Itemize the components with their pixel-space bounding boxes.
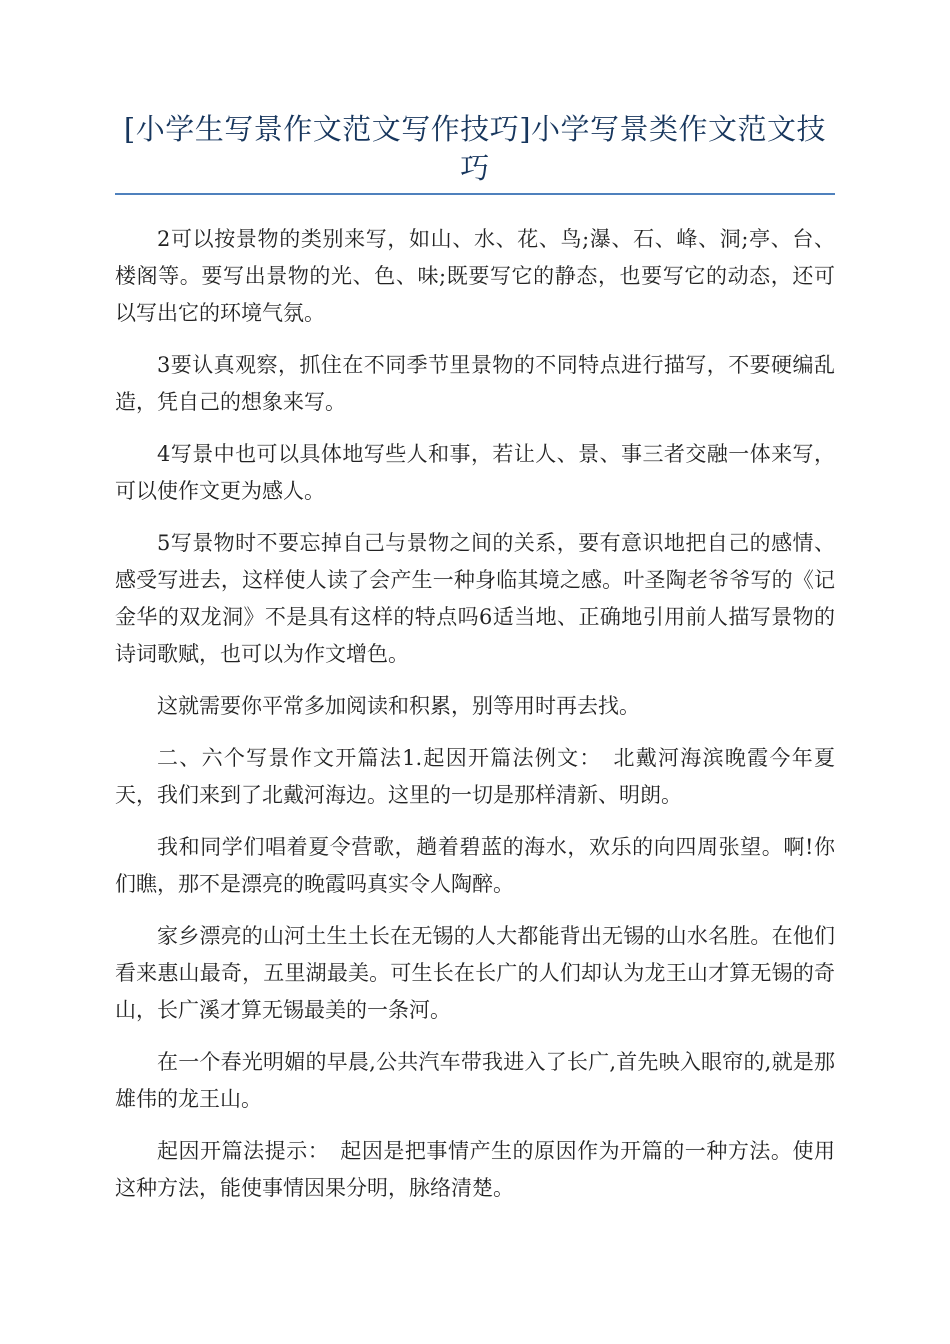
- paragraph: 家乡漂亮的山河土生土长在无锡的人大都能背出无锡的山水名胜。在他们看来惠山最奇，五里湖最美。可生长在长广的人们却认为龙王山才算无锡的奇山，长广溪才算无锡最美的一条河。: [115, 924, 835, 1022]
- document-title: [小学生写景作文范文写作技巧]小学写景类作文范文技巧: [123, 112, 827, 185]
- paragraph: 我和同学们唱着夏令营歌，趟着碧蓝的海水，欢乐的向四周张望。啊!你们瞧，那不是漂亮的晚霞吗真实令人陶醉。: [115, 835, 835, 896]
- title-underline: [115, 193, 835, 195]
- paragraph: 3要认真观察，抓住在不同季节里景物的不同特点进行描写，不要硬编乱造，凭自己的想象来写。: [115, 353, 835, 414]
- paragraph: 二、六个写景作文开篇法1.起因开篇法例文： 北戴河海滨晚霞今年夏天，我们来到了北戴河海边。这里的一切是那样清新、明朗。: [115, 746, 835, 807]
- paragraph: 4写景中也可以具体地写些人和事，若让人、景、事三者交融一体来写，可以使作文更为感人。: [115, 442, 835, 503]
- document-body: [115, 221, 835, 1207]
- paragraph: 5写景物时不要忘掉自己与景物之间的关系，要有意识地把自己的感情、感受写进去，这样使人读了会产生一种身临其境之感。叶圣陶老爷爷写的《记金华的双龙洞》不是具有这样的特点吗6适当地、正确地引用前人描写景物的诗词歌赋，也可以为作文增色。: [115, 531, 835, 666]
- paragraph: 这就需要你平常多加阅读和积累，别等用时再去找。: [157, 694, 640, 718]
- paragraph: 2可以按景物的类别来写，如山、水、花、鸟;瀑、石、峰、洞;亭、台、楼阁等。要写出景物的光、色、味;既要写它的静态，也要写它的动态，还可以写出它的环境气氛。: [115, 227, 835, 325]
- paragraph: 在一个春光明媚的早晨,公共汽车带我进入了长广,首先映入眼帘的,就是那雄伟的龙王山。: [115, 1050, 835, 1111]
- paragraph: 起因开篇法提示： 起因是把事情产生的原因作为开篇的一种方法。使用这种方法，能使事情因果分明，脉络清楚。: [115, 1139, 835, 1200]
- document-page: [115, 110, 835, 1222]
